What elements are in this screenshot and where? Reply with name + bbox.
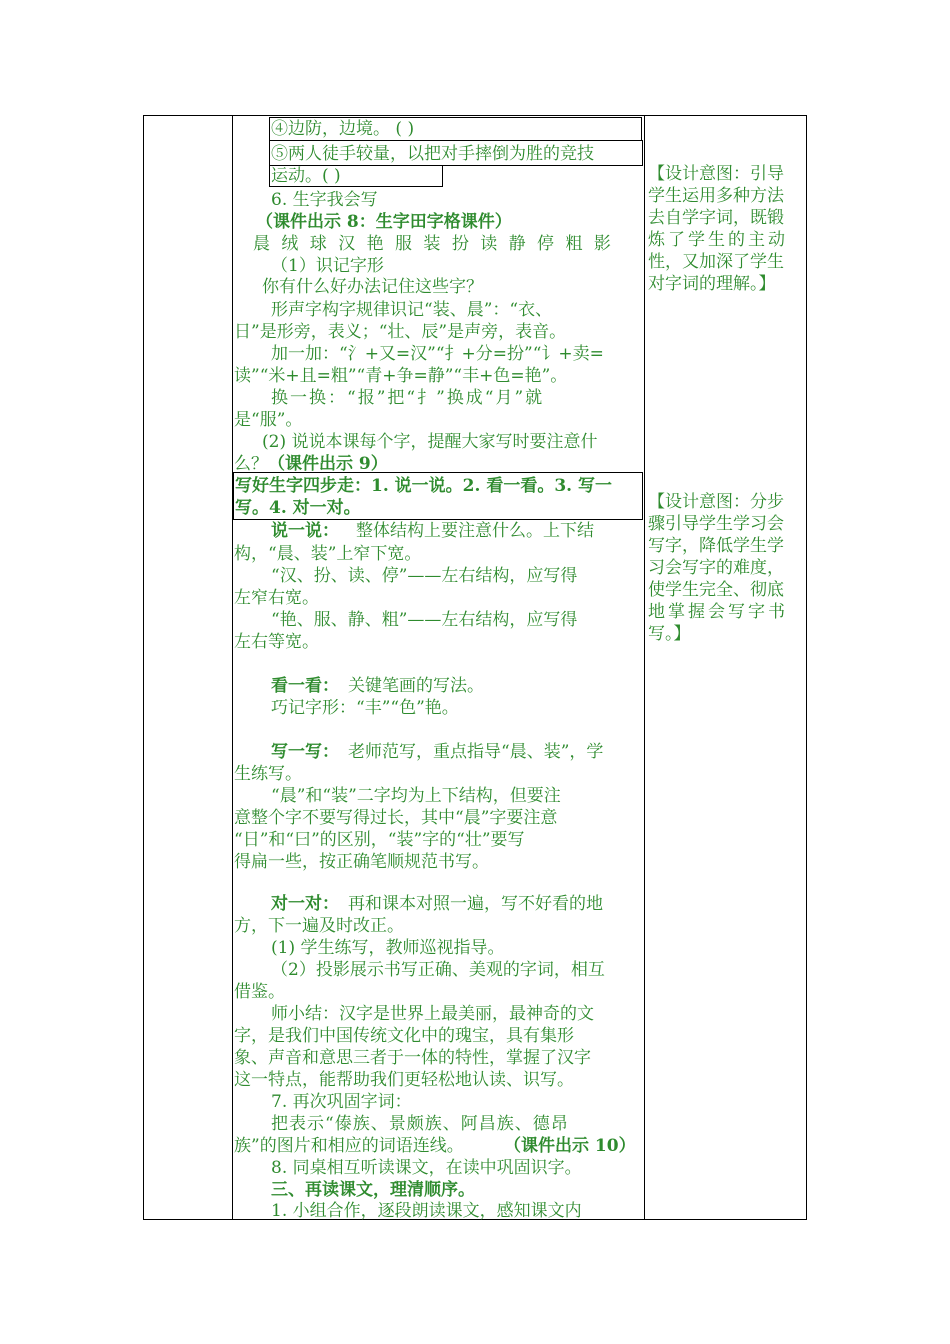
design-note-1-line-3: 去自学字词，既锻 <box>648 208 784 228</box>
line-10: 日”是形旁，表义；“壮、辰”是声旁，表音。 <box>234 322 567 342</box>
line-14: 是“服”。 <box>234 410 303 430</box>
line-21: 左窄右宽。 <box>234 588 319 608</box>
line-02: ⑤两人徒手较量，以把对手摔倒为胜的竞技 <box>271 144 594 164</box>
line-09: 形声字构字规律识记“装、晨”：“衣、 <box>271 300 553 320</box>
line-15a: (2) 说说本课每个字，提醒大家写时要注意什 <box>262 432 598 452</box>
line-29: 意整个字不要写得过长，其中“晨”字要注意 <box>234 808 558 828</box>
design-note-1-line-1: 【设计意图：引导 <box>648 164 784 184</box>
line-30: “日”和“曰”的区别，“装”字的“壮”要写 <box>234 830 525 850</box>
table-top-border <box>143 115 807 116</box>
line-36: 借鉴。 <box>234 982 285 1002</box>
line-32a: 对一对： <box>271 894 339 914</box>
line-19: 构，“晨、装”上窄下宽。 <box>234 544 422 564</box>
line-26b: 老师范写，重点指导“晨、装”，学 <box>348 742 604 762</box>
line-07: （1）识记字形 <box>271 256 384 276</box>
line-08: 你有什么好办法记住这些字？ <box>262 277 483 297</box>
line-46: 1. 小组合作，逐段朗读课文，感知课文内 <box>271 1201 582 1221</box>
line-45-section-heading: 三、再读课文，理清顺序。 <box>271 1180 475 1200</box>
line-15c-courseware: （课件出示 9） <box>268 454 388 474</box>
line-28: “晨”和“装”二字均为上下结构，但要注 <box>271 786 561 806</box>
line-35: （2）投影展示书写正确、美观的字词，相互 <box>271 960 605 980</box>
line-34: (1) 学生练写，教师巡视指导。 <box>271 938 505 958</box>
column-divider-2 <box>644 115 645 1220</box>
design-note-2-line-5: 使学生完全、彻底 <box>648 580 784 600</box>
line-33: 方，下一遍及时改正。 <box>234 916 404 936</box>
line-43b-courseware: （课件出示 10） <box>504 1136 636 1156</box>
design-note-2-line-7: 写。】 <box>648 624 691 644</box>
line-38: 字，是我们中国传统文化中的瑰宝，具有集形 <box>234 1026 574 1046</box>
line-22: “艳、服、静、粗”——左右结构，应写得 <box>271 610 578 630</box>
line-06-characters: 晨 绒 球 汉 艳 服 装 扮 读 静 停 粗 影 <box>253 234 611 254</box>
line-12: 读”“米+且=粗”“青+争=静”“丰+色=艳”。 <box>234 366 568 386</box>
line-23: 左右等宽。 <box>234 632 319 652</box>
line-16-four-steps: 写好生字四步走：1. 说一说。2. 看一看。3. 写一 <box>235 476 612 496</box>
line-18b: 整体结构上要注意什么。上下结 <box>356 521 594 541</box>
design-note-2-line-3: 写字，降低学生学 <box>648 536 784 556</box>
line-39: 象、声音和意思三者于一体的特性，掌握了汉字 <box>234 1048 591 1068</box>
line-05-courseware: （课件出示 8：生字田字格课件） <box>256 212 512 232</box>
line-42: 把表示“傣族、景颇族、阿昌族、德昂 <box>271 1114 569 1134</box>
design-note-2-line-1: 【设计意图：分步 <box>648 492 784 512</box>
design-note-2-line-6: 地掌握会写字书 <box>648 602 788 622</box>
line-17: 写。4. 对一对。 <box>235 498 361 518</box>
line-24b: 关键笔画的写法。 <box>348 676 484 696</box>
table-left-border <box>143 115 144 1220</box>
line-13: 换一换：“报”把“扌”换成“月”就 <box>271 388 545 408</box>
line-40: 这一特点，能帮助我们更轻松地认读、识写。 <box>234 1070 574 1090</box>
line-27: 生练写。 <box>234 764 302 784</box>
line-03: 运动。( ) <box>271 166 341 186</box>
design-note-1-line-2: 学生运用多种方法 <box>648 186 784 206</box>
column-divider-1 <box>232 115 233 1220</box>
design-note-2-line-4: 习会写字的难度， <box>648 558 784 578</box>
design-note-1-line-5: 性，又加深了学生 <box>648 252 784 272</box>
line-37: 师小结：汉字是世界上最美丽，最神奇的文 <box>271 1004 594 1024</box>
line-32b: 再和课本对照一遍，写不好看的地 <box>348 894 603 914</box>
line-01: ④边防，边境。 ( ) <box>271 119 415 139</box>
line-26a: 写一写： <box>271 742 339 762</box>
line-44: 8. 同桌相互听读课文，在读中巩固识字。 <box>271 1158 582 1178</box>
table-right-border <box>806 115 807 1220</box>
line-31: 得扁一些，按正确笔顺规范书写。 <box>234 852 489 872</box>
design-note-1-line-4: 炼了学生的主动 <box>648 230 788 250</box>
line-15b: 么？ <box>234 454 268 474</box>
line-20: “汉、扮、读、停”——左右结构，应写得 <box>271 566 578 586</box>
line-11: 加一加：“氵+又=汉”“扌+分=扮”“讠+卖= <box>271 344 604 364</box>
line-43a: 族”的图片和相应的词语连线。 <box>234 1136 464 1156</box>
design-note-1-line-6: 对字词的理解。】 <box>648 274 776 294</box>
line-41: 7. 再次巩固字词： <box>271 1092 412 1112</box>
line-25: 巧记字形：“丰”“色”艳。 <box>271 698 459 718</box>
line-18a: 说一说： <box>271 521 339 541</box>
line-24a: 看一看： <box>271 676 339 696</box>
line-04: 6. 生字我会写 <box>271 190 378 210</box>
design-note-2-line-2: 骤引导学生学习会 <box>648 514 784 534</box>
